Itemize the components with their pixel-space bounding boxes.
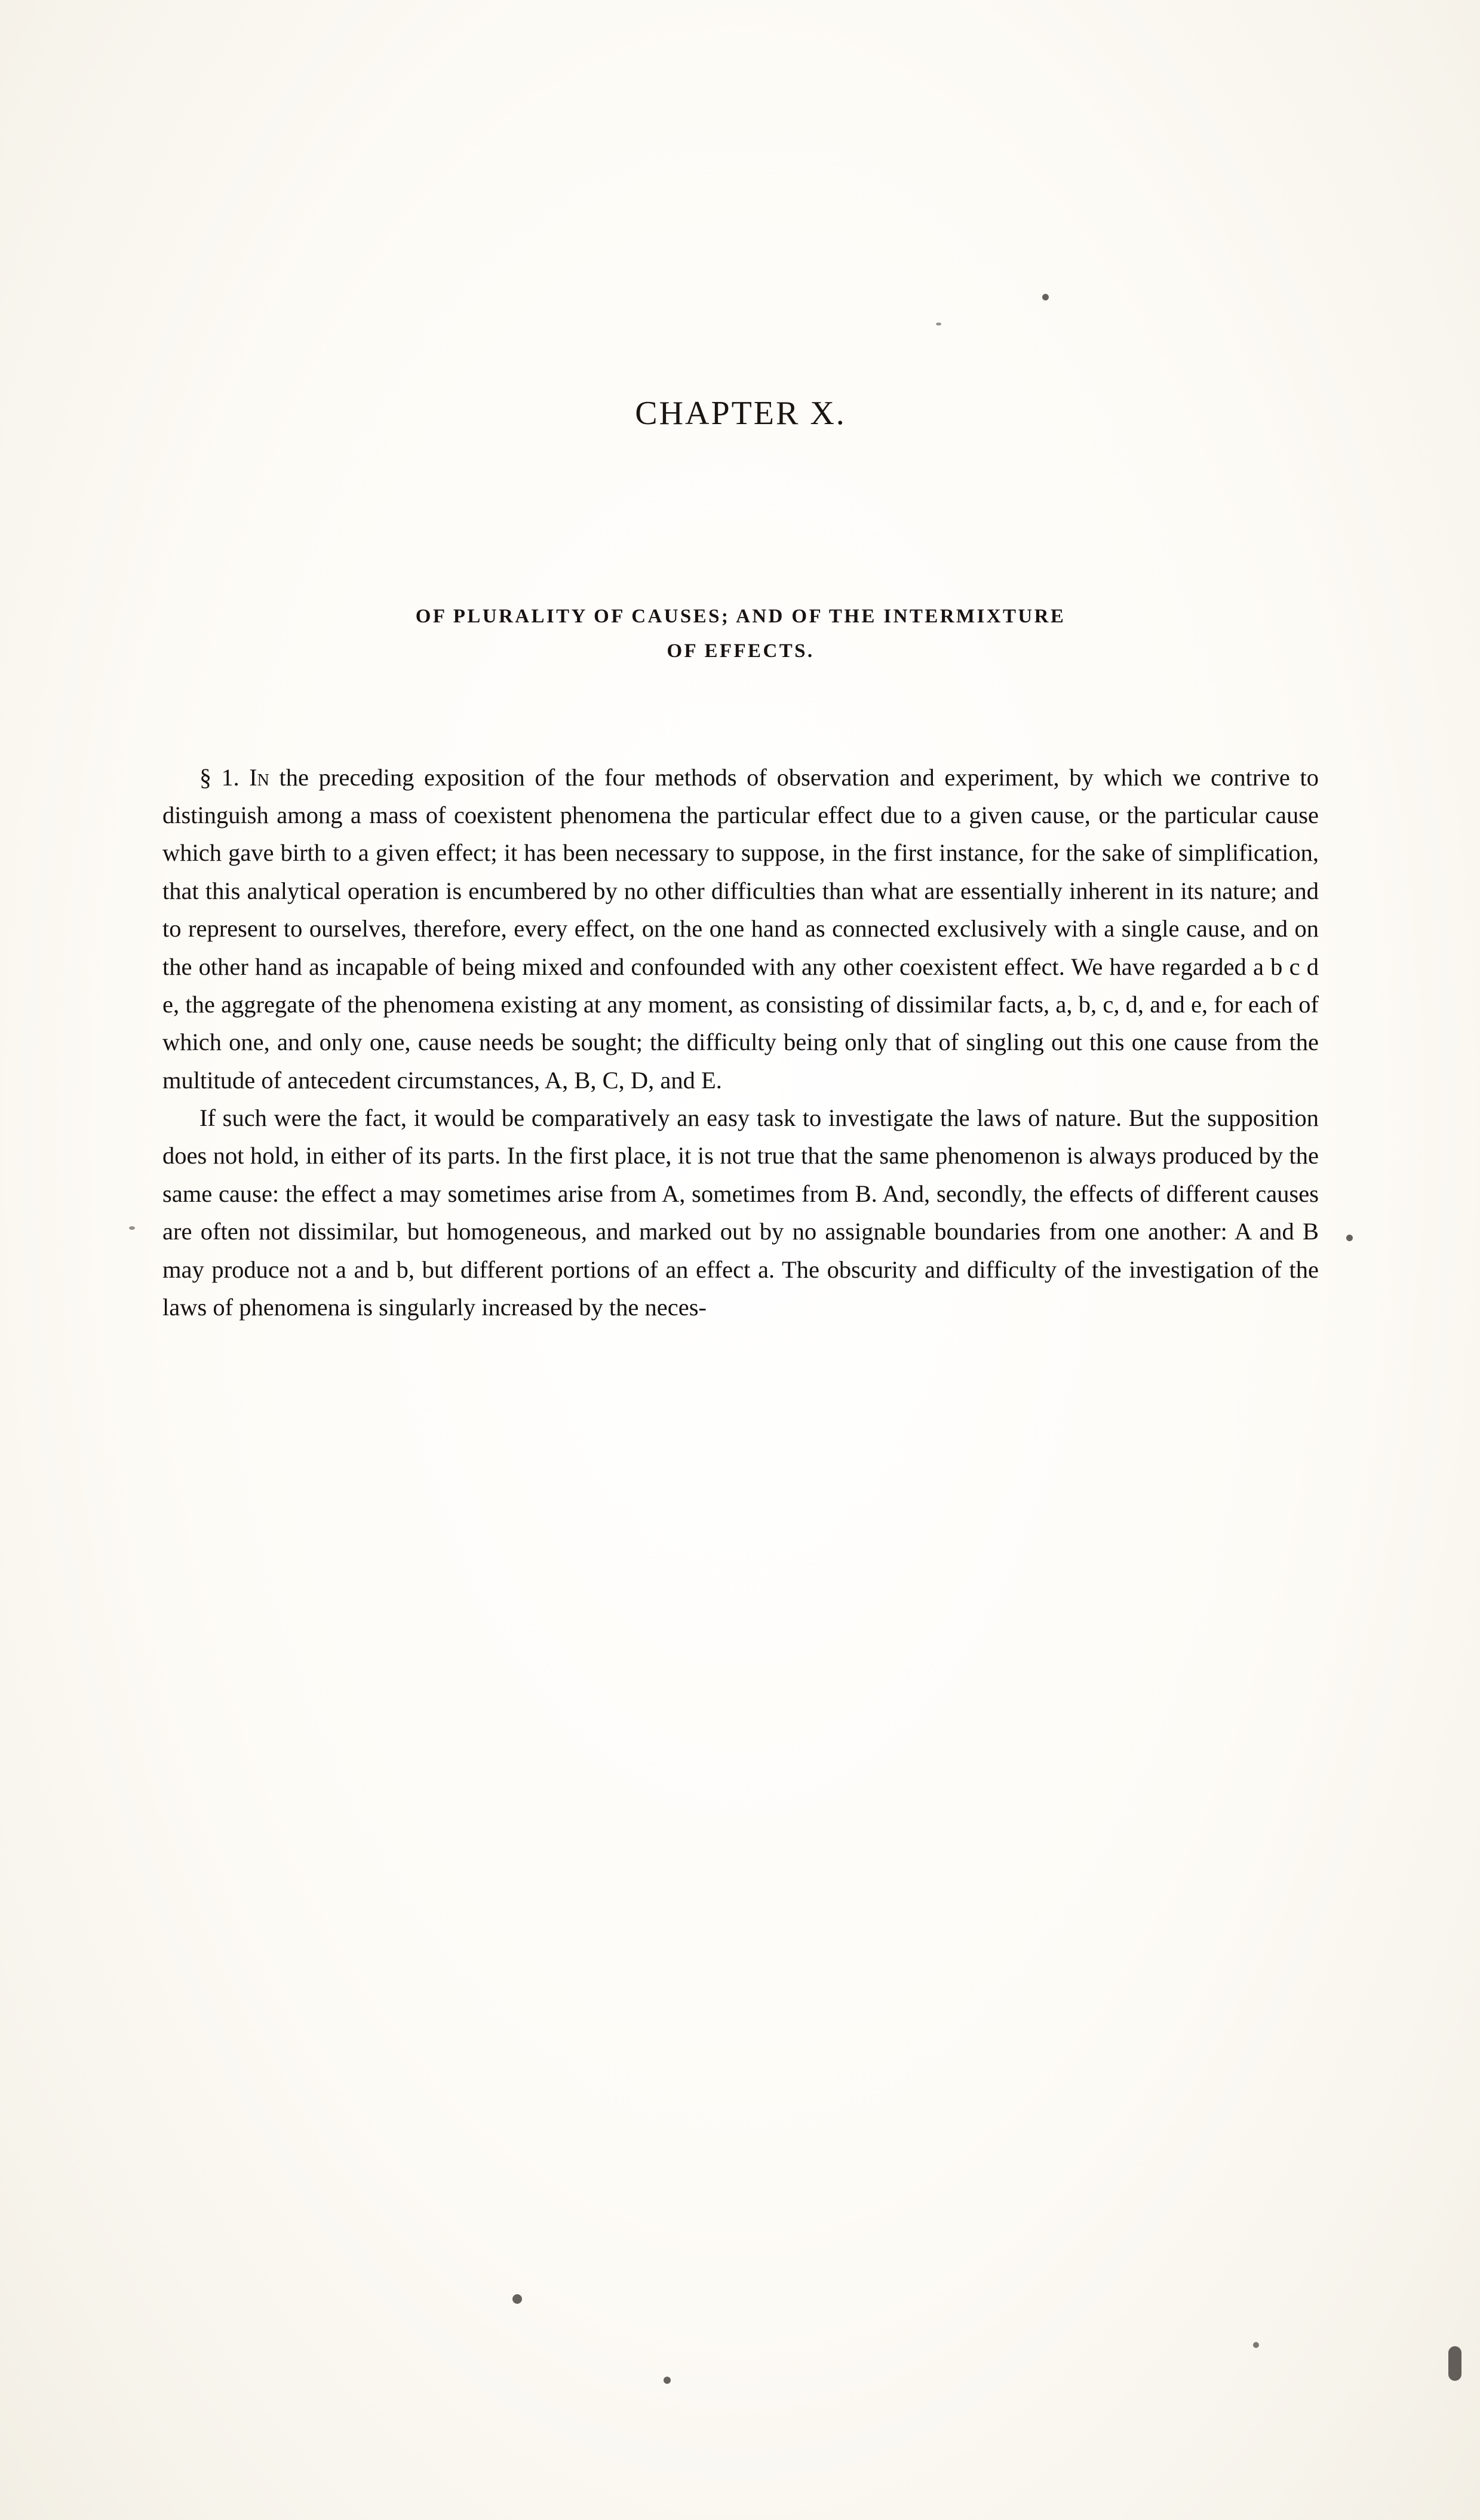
section-marker: § 1. <box>199 763 239 791</box>
scan-speck <box>1253 2342 1259 2348</box>
paragraph-2-text: If such were the fact, it would be comparatively an easy task to investigate the laws of nature. But the supposition does not hold, in either of its parts. In the first place, it is not true that the same phenomenon is always produced by the same cause: the effect a may sometimes arise from A, sometimes from B. And, secondly, the effects of different causes are often not dissimilar, but homogeneous, and marked out by no assignable boundaries from one another: A and B may produce not a and b, but different portions of an effect a. The obscurity and difficulty of the investigation of the laws of phenomena is singularly increased by the neces- <box>162 1104 1319 1321</box>
body-text <box>161 759 1320 1327</box>
page-content <box>161 0 1320 1326</box>
scan-speck <box>512 2294 522 2304</box>
paragraph-section-1-text: the preceding exposition of the four methods of observation and experiment, by which we contrive to distinguish among a mass of coexistent phenomena the particular effect due to a given cause, or the particular cause which gave birth to a given effect; it has been necessary to suppose, in the first instance, for the sake of simplification, that this analytical operation is encumbered by no other difficulties than what are essentially inherent in its nature; and to represent to ourselves, therefore, every effect, on the one hand as connected exclusively with a single cause, and on the other hand as incapable of being mixed and confounded with any other coexistent effect. We have regarded a b c d e, the aggregate of the phenomena existing at any moment, as consisting of dissimilar facts, a, b, c, d, and e, for each of which one, and only one, cause needs be sought; the difficulty being only that of singling out this one cause from the multitude of antecedent circumstances, A, B, C, D, and E. <box>162 763 1319 1094</box>
lead-smallcaps: In <box>249 763 269 791</box>
chapter-subtitle <box>161 600 1320 669</box>
scan-speck <box>1346 1235 1353 1241</box>
scan-edge-mark <box>1448 2346 1461 2381</box>
chapter-subtitle-line-2: OF EFFECTS. <box>667 640 815 662</box>
paragraph-2 <box>162 1099 1319 1326</box>
chapter-subtitle-line-1: OF PLURALITY OF CAUSES; AND OF THE INTERMIXTURE <box>415 606 1066 627</box>
scan-speck <box>664 2377 671 2384</box>
chapter-heading: CHAPTER X. <box>635 395 846 432</box>
paragraph-section-1 <box>162 759 1319 1100</box>
scan-speck <box>129 1226 135 1230</box>
